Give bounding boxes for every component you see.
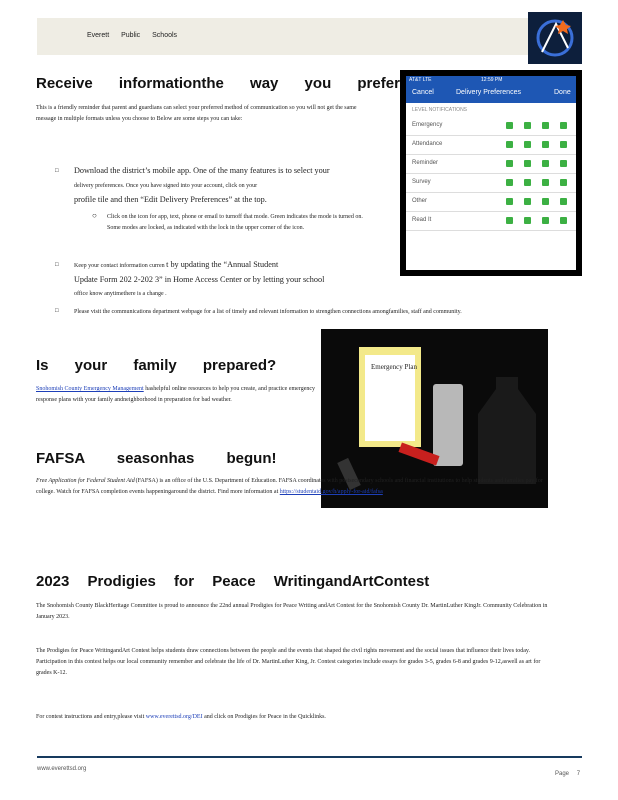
prodigies-paragraph-1: The Snohomish County BlackHeritage Committee is proud to announce the 22nd annual Prodigies for Peace Writing andArt Contest for the Snohomish County Dr. MartinLuther KingJr. Community Celebration in January 2023.	[36, 603, 548, 620]
bullet-contact-info	[74, 258, 372, 301]
text-icon[interactable]	[524, 160, 531, 167]
phone-icon[interactable]	[542, 198, 549, 205]
footer-page-num: 7	[576, 771, 581, 777]
phone-row-reminder[interactable]	[406, 155, 576, 174]
text-icon[interactable]	[524, 141, 531, 148]
phone-icon[interactable]	[542, 160, 549, 167]
phone-icon[interactable]	[542, 179, 549, 186]
email-icon[interactable]	[560, 122, 567, 129]
phone-row-label: Survey	[412, 179, 431, 185]
fafsa-paragraph	[36, 476, 556, 498]
clipboard-text: Emergency Plan	[371, 363, 417, 371]
header-title: Everett Public Schools	[87, 32, 178, 39]
district-logo	[528, 12, 582, 64]
bullet-marker: □	[55, 308, 59, 314]
bullet-contact-line3: office know anytimethere is a change .	[74, 291, 167, 297]
phone-row-emergency[interactable]	[406, 117, 576, 136]
app-icon[interactable]	[506, 179, 513, 186]
phone-row-label: Other	[412, 198, 428, 204]
phone-row-label: Reminder	[412, 160, 439, 166]
text-icon[interactable]	[524, 179, 531, 186]
app-icon[interactable]	[506, 198, 513, 205]
phone-icon[interactable]	[542, 217, 549, 224]
phone-status-carrier: AT&T LTE	[409, 77, 432, 83]
phone-row-label: Attendance	[412, 141, 443, 147]
text-icon[interactable]	[524, 122, 531, 129]
sub-bullet-marker: ○	[92, 211, 97, 220]
phone-title: Delivery Preferences	[456, 89, 521, 96]
prodigies-paragraph-2: The Prodigies for Peace WritingandArt Contest helps students draw connections between the people and the events that shaped the civil rights movement and the social issues that influence their lives today. Participation in this contest helps our local community remember and celebrate the life of Dr. MartinLuther King, Jr. Contest categories include essays for grades 3-5, grades 6-8 and grades 9-12,aswell as art for grades K-12.	[36, 648, 541, 676]
phone-cancel-button[interactable]: Cancel	[412, 89, 434, 96]
bullet-communications: Please visit the communications department webpage for a list of timely and relevant information to strengthen connections amongfamilies, staff and community.	[74, 309, 462, 315]
phone-row-label: Emergency	[412, 122, 443, 128]
fafsa-link[interactable]: https://studentaid.gov/h/apply-for-aid/fafsa	[279, 489, 383, 495]
sub-bullet-icon-instructions: Click on the icon for app, text, phone or email to turnoff that mode. Green indicates the mode is turned on. Some modes are locked, as indicated with the lock in the upper corner of the icon.	[107, 214, 363, 231]
section-title-fafsa: FAFSA seasonhas begun!	[36, 450, 277, 467]
logo-graphic	[528, 12, 582, 64]
phone-icon[interactable]	[542, 122, 549, 129]
fafsa-text: (FAFSA) is an office of the U.S. Department of Education. FAFSA coordinates with postsecondary schools and financial institutions to help students and families pay for college. Watch for FAFSA completion events happeningaround the district. Find more information at	[36, 478, 543, 495]
fafsa-italic-name: Free Application for Federal Student Aid	[36, 478, 135, 484]
phone-screenshot	[400, 70, 582, 276]
prepared-paragraph	[36, 384, 316, 406]
prodigies-instructions-text: For contest instructions and entry,please visit	[36, 714, 145, 720]
emergency-management-link[interactable]: Snohomish County Emergency Management	[36, 386, 144, 392]
prodigies-paragraph-3	[36, 712, 556, 723]
email-icon[interactable]	[560, 160, 567, 167]
section-title-prepared: Is your family prepared?	[36, 357, 277, 374]
dei-link[interactable]: www.everettsd.org/DEI	[145, 714, 203, 720]
app-icon[interactable]	[506, 122, 513, 129]
phone-row-survey[interactable]	[406, 174, 576, 193]
bullet-marker: □	[55, 262, 59, 268]
preferences-intro: This is a friendly reminder that parent and guardians can select your preferred method of communication so you will not get the same message in multiple formats unless you choose to Below are some steps you can take:	[36, 105, 357, 122]
phone-row-read-it[interactable]	[406, 212, 576, 231]
phone-nav-bar	[406, 76, 576, 103]
bullet-download-app	[74, 164, 372, 208]
email-icon[interactable]	[560, 141, 567, 148]
phone-row-other[interactable]	[406, 193, 576, 212]
phone-icon[interactable]	[542, 141, 549, 148]
email-icon[interactable]	[560, 217, 567, 224]
phone-row-label: Read It	[412, 217, 432, 223]
footer-divider	[37, 756, 582, 758]
bullet-contact-line2: Update Form 202 2-202 3” in Home Access Center or by letting your school	[74, 275, 325, 284]
text-icon[interactable]	[524, 217, 531, 224]
footer-page-label: Page	[555, 771, 570, 777]
bullet-contact-line1b: t by updating the “Annual Student	[166, 260, 279, 269]
prodigies-quicklinks-text: and click on Prodigies for Peace in the Quicklinks.	[204, 714, 326, 720]
footer-site: www.everettsd.org	[37, 766, 87, 772]
app-icon[interactable]	[506, 160, 513, 167]
app-icon[interactable]	[506, 141, 513, 148]
app-icon[interactable]	[506, 217, 513, 224]
bullet-download-line2: delivery preferences. Once you have signed into your account, click on your	[74, 183, 258, 189]
phone-done-button[interactable]: Done	[554, 89, 571, 96]
phone-section-label: LEVEL NOTIFICATIONS	[412, 107, 468, 113]
bullet-contact-line1a: Keep your contact information curren	[74, 263, 165, 269]
bullet-marker: □	[55, 168, 59, 174]
section-title-preferences: Receive informationthe way you prefer	[36, 75, 400, 92]
bullet-download-line1: Download the district’s mobile app. One of the many features is to select your	[74, 166, 330, 175]
phone-row-attendance[interactable]	[406, 136, 576, 155]
section-title-prodigies: 2023 Prodigies for Peace WritingandArtContest	[36, 573, 430, 590]
bullet-download-line3: profile tile and then “Edit Delivery Preferences” at the top.	[74, 195, 267, 204]
header-bar	[37, 18, 542, 55]
text-icon[interactable]	[524, 198, 531, 205]
email-icon[interactable]	[560, 179, 567, 186]
prepared-text: hashelpful online resources to help you create, and practice emergency response plans with your family andneighborhood in preparation for bad weather.	[36, 386, 316, 403]
phone-status-time: 12:59 PM	[481, 77, 503, 83]
email-icon[interactable]	[560, 198, 567, 205]
footer-page-number	[555, 771, 580, 777]
